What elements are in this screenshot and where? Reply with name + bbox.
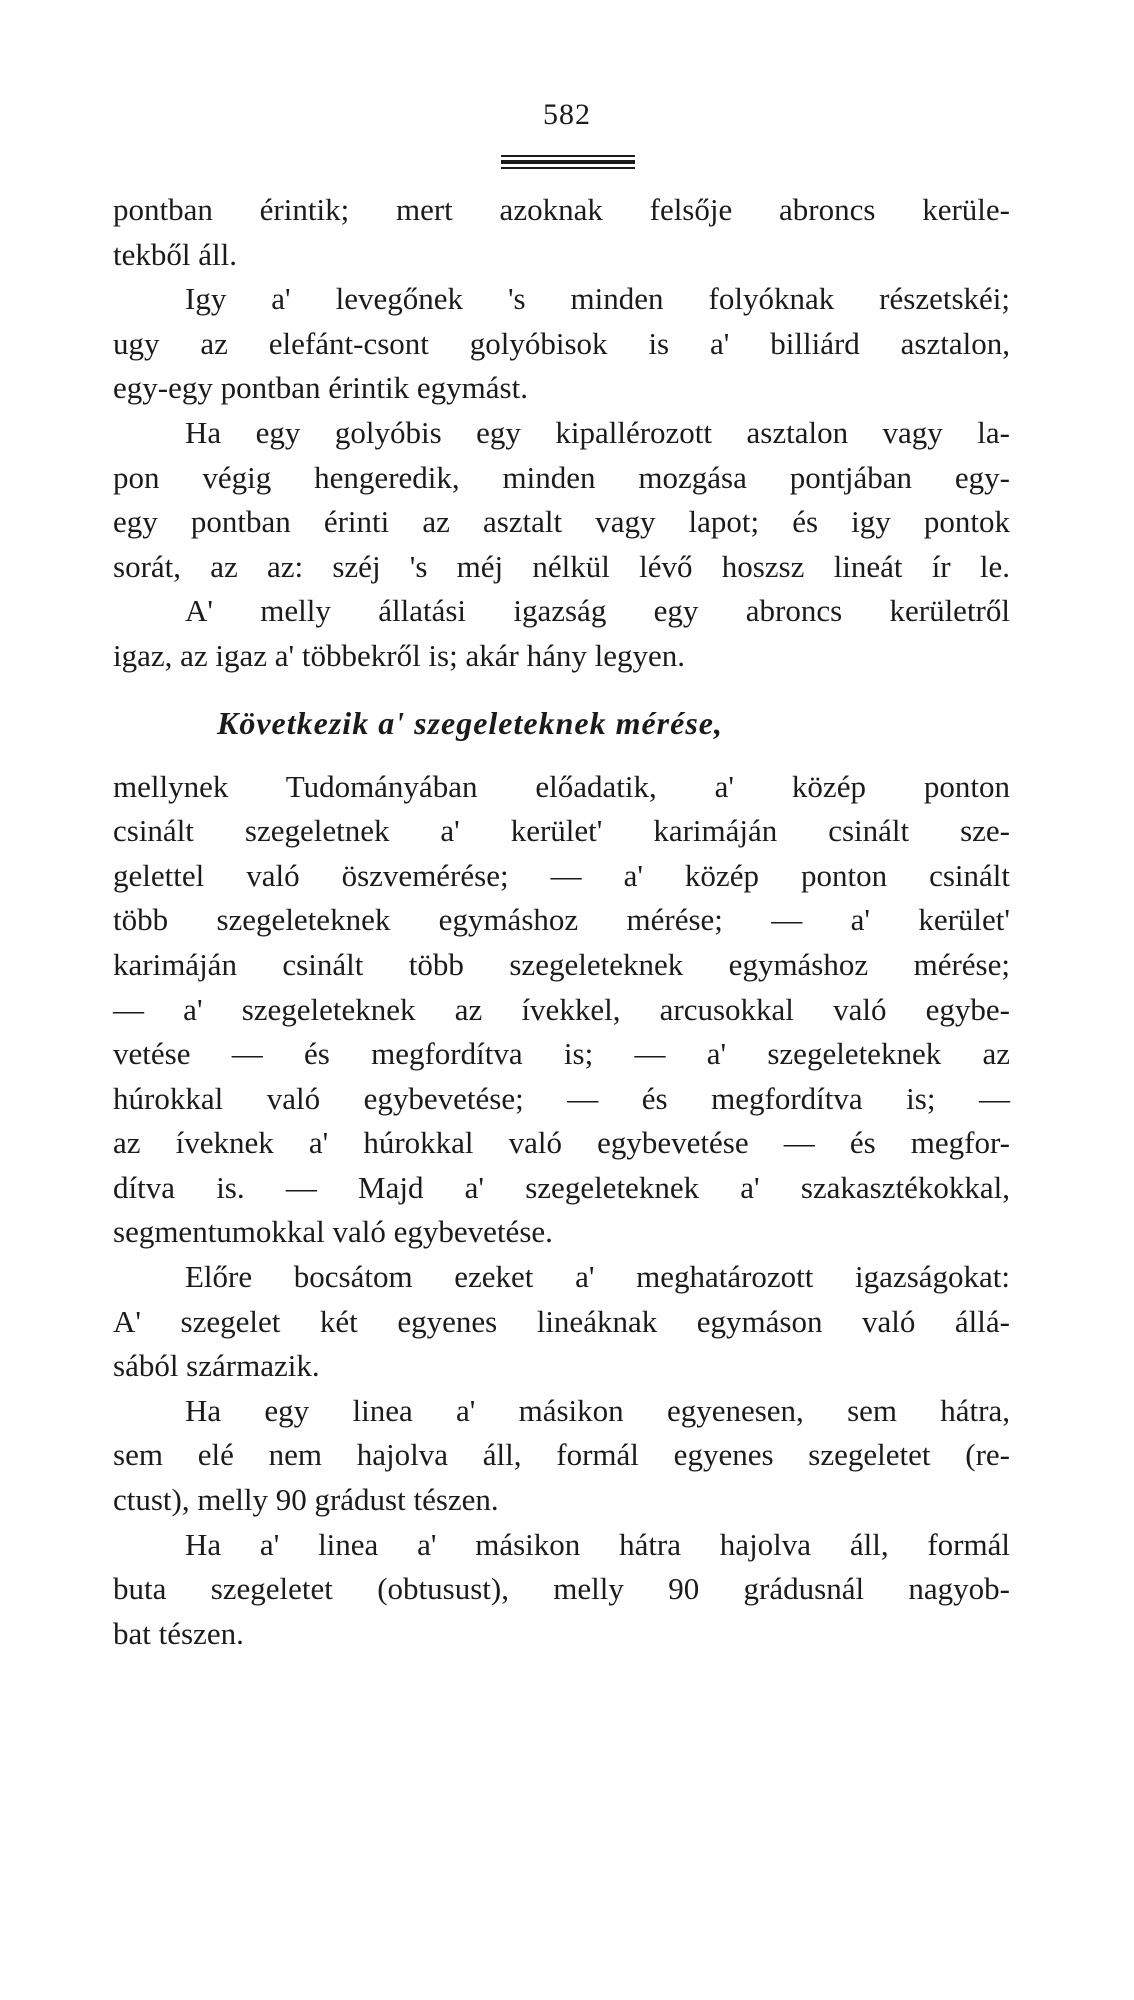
text-line: egy pontban érinti az asztalt vagy lapot; és igy pontok — [113, 504, 1010, 540]
page-number: 582 — [543, 98, 591, 131]
body-text — [113, 188, 1010, 1656]
header-rule-top — [501, 155, 635, 157]
text-line: pon végig hengeredik, minden mozgása pontjában egy- — [113, 459, 1010, 495]
text-line: Előre bocsátom ezeket a' meghatározott igazságokat: — [185, 1259, 1010, 1295]
section-heading: Következik a' szegeleteknek mérése, — [217, 704, 723, 741]
text-line: Ha egy golyóbis egy kipallérozott asztalon vagy la- — [185, 414, 1010, 450]
text-line: gelettel való öszvemérése; — a' közép ponton csinált — [113, 857, 1010, 893]
text-line: sem elé nem hajolva áll, formál egyenes szegeletet (re- — [113, 1437, 1010, 1473]
text-line: húrokkal való egybevetése; — és megfordítva is; — — [113, 1080, 1010, 1116]
text-line: bat tészen. — [113, 1615, 244, 1651]
text-line: karimáján csinált több szegeleteknek egymáshoz mérése; — [113, 946, 1010, 982]
text-line: dítva is. — Majd a' szegeleteknek a' szakasztékokkal, — [113, 1169, 1010, 1205]
text-line: Ha egy linea a' másikon egyenesen, sem hátra, — [185, 1392, 1010, 1428]
text-line: mellynek Tudományában előadatik, a' közép ponton — [113, 768, 1010, 804]
text-line: vetése — és megfordítva is; — a' szegeleteknek az — [113, 1036, 1010, 1072]
text-line: ctust), melly 90 grádust tészen. — [113, 1482, 499, 1518]
text-line: sorát, az az: széj 's méj nélkül lévő hoszsz lineát ír le. — [113, 548, 1010, 584]
text-line: az íveknek a' húrokkal való egybevetése — és megfor- — [113, 1125, 1010, 1161]
text-line: pontban érintik; mert azoknak felsője abroncs kerüle- — [113, 192, 1010, 227]
text-line: buta szegeletet (obtusust), melly 90 grádusnál nagyob- — [113, 1571, 1010, 1607]
text-line: egy-egy pontban érintik egymást. — [113, 370, 528, 406]
text-line: A' melly állatási igazság egy abroncs kerületről — [185, 593, 1010, 629]
text-line: csinált szegeletnek a' kerület' karimáján csinált sze- — [113, 813, 1010, 849]
header-rule-middle — [501, 160, 635, 164]
text-line: — a' szegeleteknek az ívekkel, arcusokkal való egybe- — [113, 991, 1010, 1027]
text-line: sából származik. — [113, 1348, 320, 1384]
text-line: A' szegelet két egyenes lineáknak egymáson való állá- — [113, 1303, 1010, 1339]
text-line: több szegeleteknek egymáshoz mérése; — a' kerület' — [113, 902, 1010, 938]
text-line: tekből áll. — [113, 236, 237, 272]
text-line: Igy a' levegőnek 's minden folyóknak részetskéi; — [185, 281, 1010, 317]
header-rule-bottom — [501, 167, 635, 169]
text-line: segmentumokkal való egybevetése. — [113, 1214, 553, 1250]
text-line: ugy az elefánt-csont golyóbisok is a' billiárd asztalon, — [113, 325, 1010, 361]
text-line: igaz, az igaz a' többekről is; akár hány legyen. — [113, 637, 685, 673]
text-line: Ha a' linea a' másikon hátra hajolva áll, formál — [185, 1526, 1010, 1562]
